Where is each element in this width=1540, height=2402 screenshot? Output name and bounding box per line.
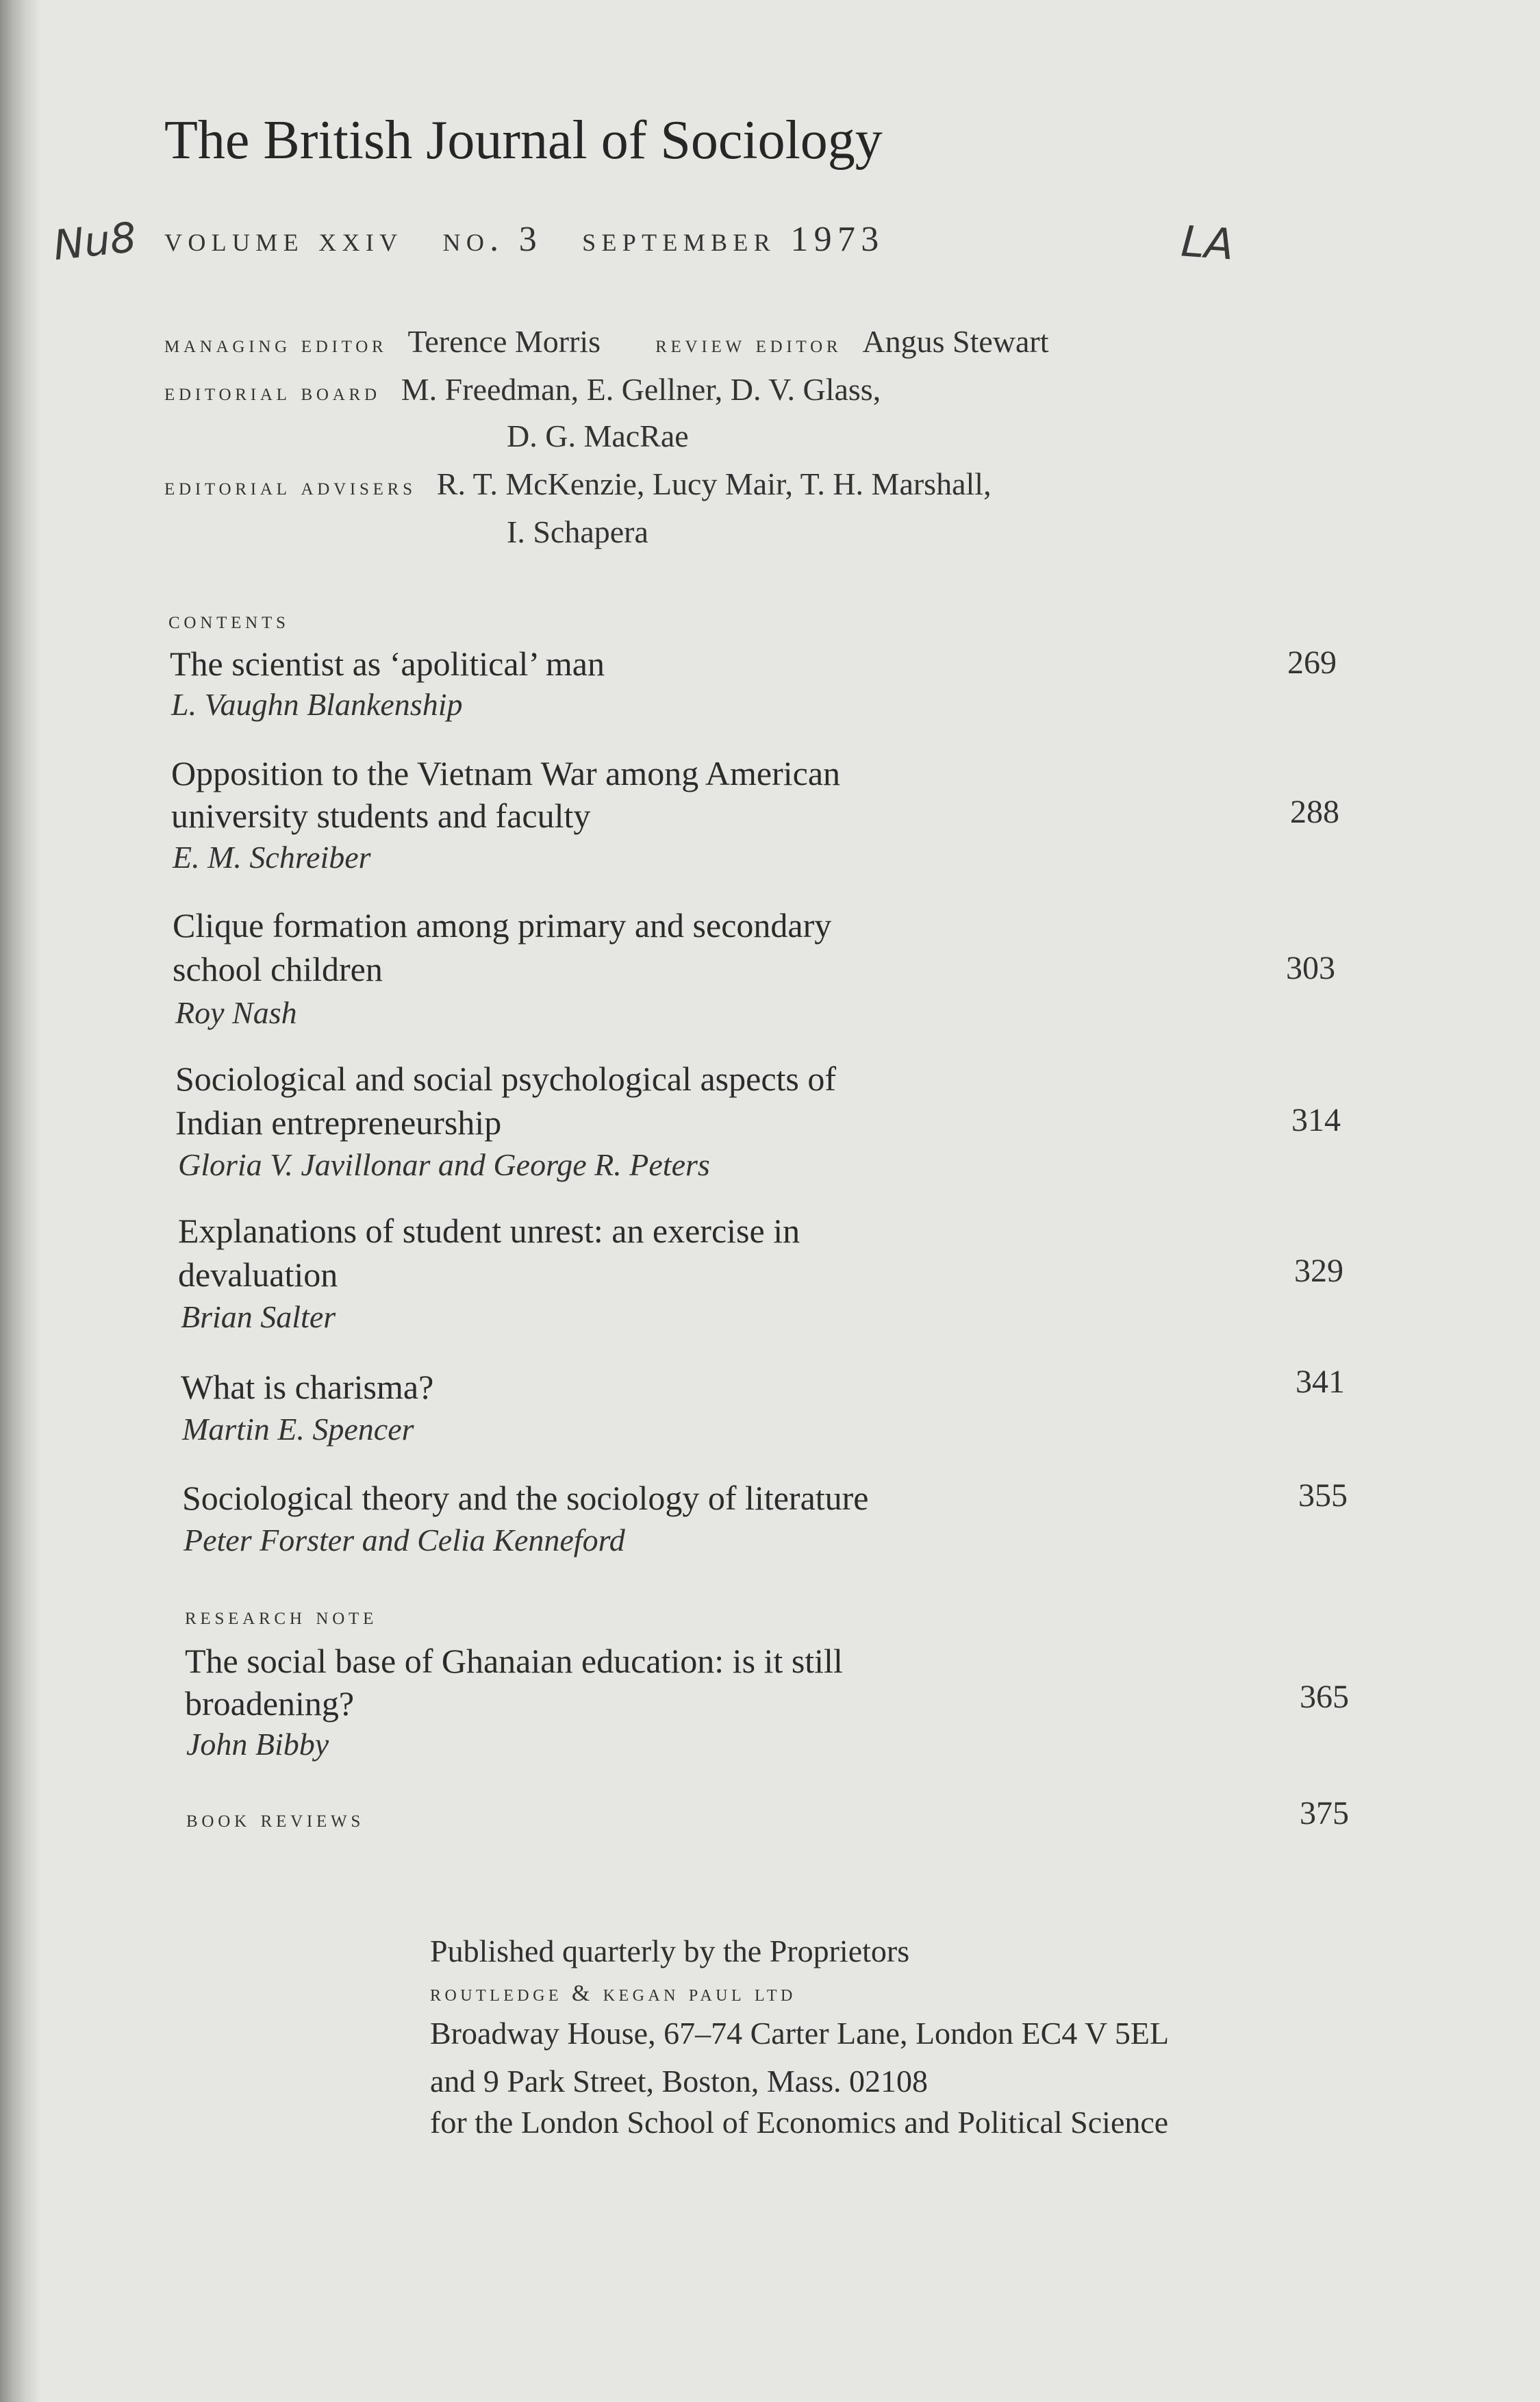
toc-item-1-author: L. Vaughn Blankenship [171,687,463,722]
research-note-page: 365 [1300,1679,1349,1715]
research-note-title-line1: The social base of Ghanaian education: is it still [185,1642,843,1680]
research-note-heading: research note [185,1602,378,1629]
toc-item-3-author: Roy Nash [175,995,297,1030]
toc-item-2-page: 288 [1290,794,1339,830]
editorial-advisers-names: R. T. McKenzie, Lucy Mair, T. H. Marshall, [436,466,992,501]
review-editor-label: review editor [655,330,842,358]
toc-item-5-page: 329 [1294,1253,1343,1289]
research-note-author: John Bibby [186,1727,329,1762]
toc-item-5-author: Brian Salter [181,1299,336,1334]
editorial-advisers-line [164,466,992,502]
review-editor-name: Angus Stewart [862,324,1049,359]
toc-item-3-title-line2: school children [173,950,383,988]
page-binding-edge [0,0,41,2402]
toc-item-4-title-line1: Sociological and social psychological aspects of [175,1060,837,1098]
toc-item-7-author: Peter Forster and Celia Kenneford [184,1523,625,1557]
editorial-board-names: M. Freedman, E. Gellner, D. V. Glass, [401,372,881,407]
volume-label: volume xxiv [164,220,403,259]
book-reviews-page: 375 [1300,1795,1349,1831]
toc-item-5-title-line1: Explanations of student unrest: an exercise in [178,1212,800,1250]
toc-item-4-author: Gloria V. Javillonar and George R. Peters [178,1147,710,1182]
publisher-name: routledge & kegan paul ltd [430,1981,796,2006]
editorial-advisers-names-cont: I. Schapera [507,514,648,549]
contents-heading: contents [168,606,290,634]
toc-item-4-page: 314 [1291,1102,1341,1138]
toc-item-1-page: 269 [1287,645,1337,681]
toc-item-3-title-line1: Clique formation among primary and secondary [173,906,832,944]
toc-item-2-title-line1: Opposition to the Vietnam War among American [171,754,841,792]
handwritten-note-left: Nu8 [51,213,139,271]
handwritten-note-right: LA [1179,216,1236,270]
publisher-line-1: Published quarterly by the Proprietors [430,1934,910,1968]
editorial-board-label: editorial board [164,378,381,405]
managing-editor-name: Terence Morris [407,324,601,359]
publisher-line-5: for the London School of Economics and Political Science [430,2105,1169,2140]
toc-item-7-title: Sociological theory and the sociology of literature [182,1479,869,1517]
toc-item-6-author: Martin E. Spencer [182,1412,414,1447]
toc-item-6-page: 341 [1296,1364,1345,1400]
research-note-title-line2: broadening? [185,1684,355,1723]
publisher-address-line-1: Broadway House, 67–74 Carter Lane, London EC4 V 5EL [430,2016,1170,2051]
date-label: september 1973 [582,220,885,259]
book-reviews-heading: book reviews [186,1805,365,1832]
number-label: no. 3 [442,220,543,259]
toc-item-4-title-line2: Indian entrepreneurship [175,1103,502,1142]
editorial-board-line [164,371,881,408]
toc-item-5-title-line2: devaluation [178,1255,338,1294]
publisher-address-line-2: and 9 Park Street, Boston, Mass. 02108 [430,2064,929,2099]
toc-item-3-page: 303 [1286,950,1335,986]
editorial-advisers-label: editorial advisers [164,473,416,500]
toc-item-7-page: 355 [1298,1477,1348,1514]
toc-item-2-author: E. M. Schreiber [173,840,371,875]
editorial-board-names-cont: D. G. MacRae [507,418,689,453]
managing-editor-line [164,323,1049,360]
toc-item-2-title-line2: university students and faculty [171,797,591,835]
managing-editor-label: managing editor [164,330,388,358]
journal-title: The British Journal of Sociology [164,110,883,171]
issue-line [164,219,924,260]
toc-item-1-title: The scientist as ‘apolitical’ man [170,645,605,683]
toc-item-6-title: What is charisma? [181,1368,434,1406]
